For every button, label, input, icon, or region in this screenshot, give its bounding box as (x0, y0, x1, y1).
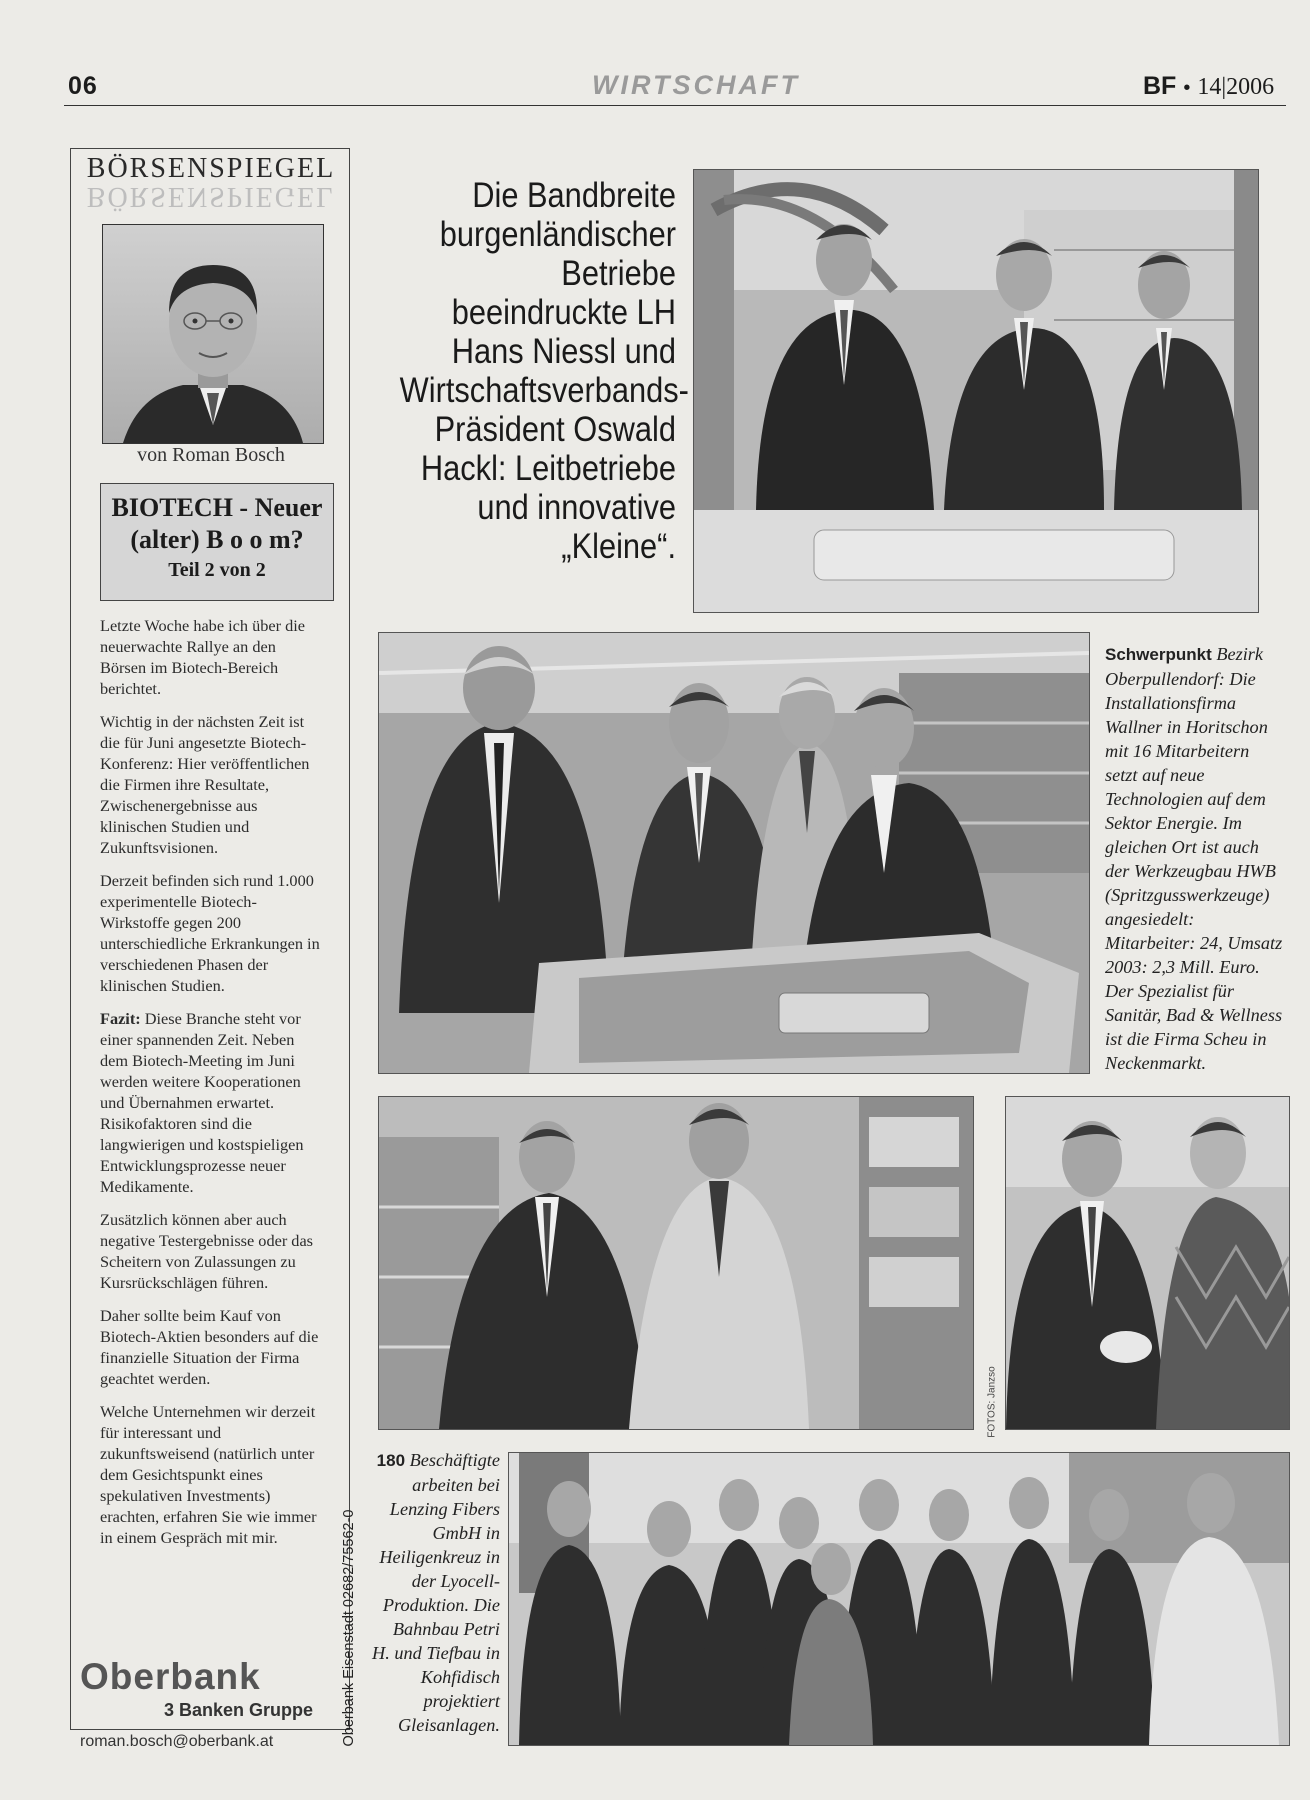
photo-factory-hall (378, 632, 1090, 1074)
caption-lenzing (372, 1448, 500, 1737)
paragraph: Letzte Woche habe ich über die neuerwachte Rallye an den Börsen im Biotech-Bereich berichtet. (100, 616, 305, 698)
paragraph-fazit (100, 1008, 324, 1197)
issue-number: 14|2006 (1197, 74, 1275, 100)
author-email[interactable]: roman.bosch@oberbank.at (80, 1733, 274, 1750)
fazit-label: Fazit: (100, 1009, 141, 1028)
caption-factory (1105, 642, 1285, 1075)
separator-dot: • (1183, 77, 1191, 99)
column-title: BÖRSENSPIEGEL (86, 153, 336, 184)
caption-text: Beschäftigte arbeiten bei Lenzing Fibers GmbH in Heiligenkreuz in der Lyocell-Produktion. Die Bahnbau Petri H. und Tiefbau in Kohfidisch projektiert Gleisanlagen. (372, 1450, 500, 1735)
caption-lead: Schwerpunkt (1105, 645, 1212, 664)
article-headline: Die Bandbreite burgenländischer Betriebe beeindruckte LH Hans Niessl und Wirtschaftsverbands-Präsident Oswald Hackl: Leitbetriebe und innovative „Kleine“. (399, 176, 689, 566)
paragraph: Zusätzlich können aber auch negative Testergebnisse oder das Scheitern von Zulassungen zu Kursrückschlägen führen. (100, 1210, 314, 1292)
topic-box (100, 483, 334, 601)
photo-showroom (693, 169, 1259, 613)
author-portrait (102, 224, 324, 444)
page-number: 06 (68, 72, 98, 100)
paragraph: Wichtig in der nächsten Zeit ist die für Juni angesetzte Biotech-Konferenz: Hier veröffentlichen die Firmen ihre Resultate, Zwischenergebnisse aus klinischen Studien und Zukunftsvisionen. (100, 712, 310, 857)
paragraph: Derzeit befinden sich rund 1.000 experimentelle Biotech-Wirkstoffe gegen 200 unterschiedliche Erkrankungen in verschiedenen Phasen der klinischen Studien. (100, 871, 320, 995)
bank-logo: Oberbank (80, 1656, 261, 1697)
topic-part: Teil 2 von 2 (168, 559, 266, 581)
topic-line-1: BIOTECH - Neuer (111, 493, 323, 522)
paragraph: Welche Unternehmen wir derzeit für interessant und zukunftsweisend (natürlich unter dem Gesichtspunkt eines spekulativen Investments) erachten, erfahren Sie wie immer in einem Gespräch mit mir. (100, 1402, 317, 1547)
fazit-text: Diese Branche steht vor einer spannenden Zeit. Neben dem Biotech-Meeting im Juni werden weitere Kooperationen und Übernahmen erwartet. Risikofaktoren sind die langwierigen und kostspieligen Entwicklungsprozesse neuer Medikamente. (100, 1009, 304, 1196)
caption-text: Bezirk Oberpullendorf: Die Installationsfirma Wallner in Horitschon mit 16 Mitarbeitern setzt auf neue Technologien auf dem Sektor Energie. Im gleichen Ort ist auch der Werkzeugbau HWB (Spritzgusswerkzeuge) angesiedelt: Mitarbeiter: 24, Umsatz 2003: 2,3 Mill. Euro. Der Spezialist für Sanitär, Bad & Wellness ist die Firma Scheu in Neckenmarkt. (1105, 644, 1283, 1073)
photo-group-outdoor (508, 1452, 1290, 1746)
publication-info (1143, 72, 1274, 101)
header-rule (64, 105, 1286, 106)
bank-contact-vertical: Oberbank Eisenstadt 02682/75562-0 (341, 1509, 357, 1747)
photo-warehouse (378, 1096, 974, 1430)
column-title-reflection: BÖRSENSPIEGEL (86, 181, 336, 212)
section-title: WIRTSCHAFT (592, 70, 800, 100)
byline: von Roman Bosch (137, 444, 285, 466)
photo-credit: FOTOS: Janzso (986, 1366, 998, 1438)
photo-showroom-two-men (1005, 1096, 1290, 1430)
paragraph: Daher sollte beim Kauf von Biotech-Aktien besonders auf die finanzielle Situation der Firma geachtet werden. (100, 1306, 319, 1388)
topic-line-2: (alter) B o o m? (130, 525, 304, 554)
column-body (100, 615, 324, 1560)
publication-name: BF (1143, 72, 1177, 100)
bank-group: 3 Banken Gruppe (164, 1700, 314, 1720)
caption-lead: 180 (376, 1451, 406, 1470)
